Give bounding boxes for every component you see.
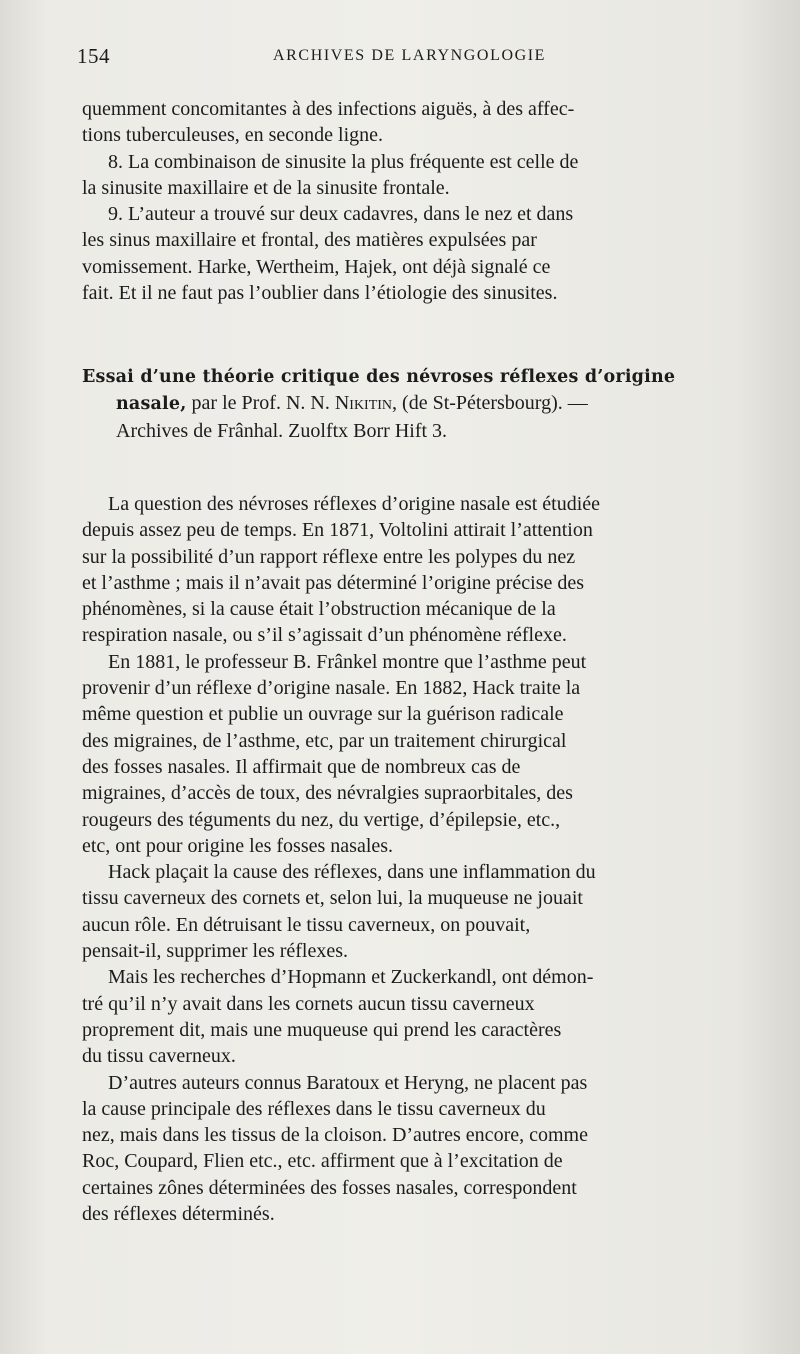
- text-line: pensait-il, supprimer les réflexes.: [82, 940, 349, 963]
- text-line: 9. L’auteur a trouvé sur deux cadavres, dans le nez et dans: [108, 203, 574, 226]
- text-line: rougeurs des téguments du nez, du vertige, d’épilepsie, etc.,: [82, 808, 561, 831]
- text-line: tissu caverneux des cornets et, selon lui, la muqueuse ne jouait: [82, 887, 583, 910]
- text-line: aucun rôle. En détruisant le tissu caverneux, on pouvait,: [82, 913, 531, 936]
- article-title: Essai d’une théorie critique des névroses réflexes d’origine: [82, 367, 676, 387]
- article-title-line: [82, 390, 752, 417]
- text-line: vomissement. Harke, Wertheim, Hajek, ont déjà signalé ce: [82, 255, 551, 278]
- text-line: certaines zônes déterminées des fosses nasales, correspondent: [82, 1176, 577, 1199]
- page-number: 154: [77, 44, 110, 68]
- text-line: D’autres auteurs connus Baratoux et Heryng, ne placent pas: [108, 1071, 588, 1094]
- text-line: quemment concomitantes à des infections aiguës, à des affec-: [82, 98, 575, 120]
- article-source: Archives de Frânhal. Zuolftx Borr Hift 3.: [116, 419, 448, 442]
- text-line: des migraines, de l’asthme, etc, par un traitement chirurgical: [82, 729, 567, 752]
- text-line: la sinusite maxillaire et de la sinusite frontale.: [82, 176, 450, 199]
- text-line: etc, ont pour origine les fosses nasales.: [82, 834, 394, 857]
- text-line: En 1881, le professeur B. Frânkel montre que l’asthme peut: [108, 650, 587, 673]
- text-line: depuis assez peu de temps. En 1871, Voltolini attirait l’attention: [82, 519, 593, 542]
- text-line: la cause principale des réflexes dans le tissu caverneux du: [82, 1097, 546, 1120]
- article-body: [82, 491, 752, 1227]
- text-line: fait. Et il ne faut pas l’oublier dans l’étiologie des sinusites.: [82, 282, 558, 305]
- article-title-line: [82, 363, 752, 390]
- text-line: même question et publie un ouvrage sur la guérison radicale: [82, 703, 564, 726]
- text-line: Roc, Coupard, Flien etc., etc. affirment que à l’excitation de: [82, 1150, 563, 1173]
- running-title: ARCHIVES DE LARYNGOLOGIE: [273, 47, 547, 64]
- text-line: tions tuberculeuses, en seconde ligne.: [82, 124, 384, 147]
- author-name: Nikitin,: [334, 392, 398, 415]
- text-line: et l’asthme ; mais il n’avait pas déterminé l’origine précise des: [82, 571, 585, 594]
- text-line: respiration nasale, ou s’il s’agissait d’un phénomène réflexe.: [82, 624, 567, 647]
- previous-article-conclusion: [82, 96, 752, 306]
- text-line: phénomènes, si la cause était l’obstruction mécanique de la: [82, 598, 556, 621]
- article-title-end: nasale,: [116, 394, 187, 415]
- text-line: migraines, d’accès de toux, des névralgies supraorbitales, des: [82, 782, 573, 805]
- text-line: du tissu caverneux.: [82, 1045, 236, 1068]
- running-head: [77, 44, 760, 74]
- text-line: les sinus maxillaire et frontal, des matières expulsées par: [82, 229, 537, 252]
- text-line: proprement dit, mais une muqueuse qui prend les caractères: [82, 1018, 562, 1041]
- text-line: tré qu’il n’y avait dans les cornets aucun tissu caverneux: [82, 992, 535, 1015]
- text-line: 8. La combinaison de sinusite la plus fréquente est celle de: [108, 150, 579, 173]
- text-line: des fosses nasales. Il affirmait que de nombreux cas de: [82, 755, 521, 778]
- text-line: des réflexes déterminés.: [82, 1203, 275, 1226]
- text-line: Mais les recherches d’Hopmann et Zuckerkandl, ont démon-: [108, 966, 594, 989]
- author-prefix: par le Prof. N. N.: [186, 392, 335, 415]
- author-location: (de St-Pétersbourg). —: [397, 392, 588, 415]
- text-line: nez, mais dans les tissus de la cloison. D’autres encore, comme: [82, 1124, 588, 1147]
- text-line: provenir d’un réflexe d’origine nasale. En 1882, Hack traite la: [82, 677, 581, 700]
- text-line: sur la possibilité d’un rapport réflexe entre les polypes du nez: [82, 545, 576, 568]
- article-heading: [82, 363, 752, 444]
- text-line: Hack plaçait la cause des réflexes, dans une inflammation du: [108, 861, 596, 884]
- text-line: La question des névroses réflexes d’origine nasale est étudiée: [108, 493, 601, 515]
